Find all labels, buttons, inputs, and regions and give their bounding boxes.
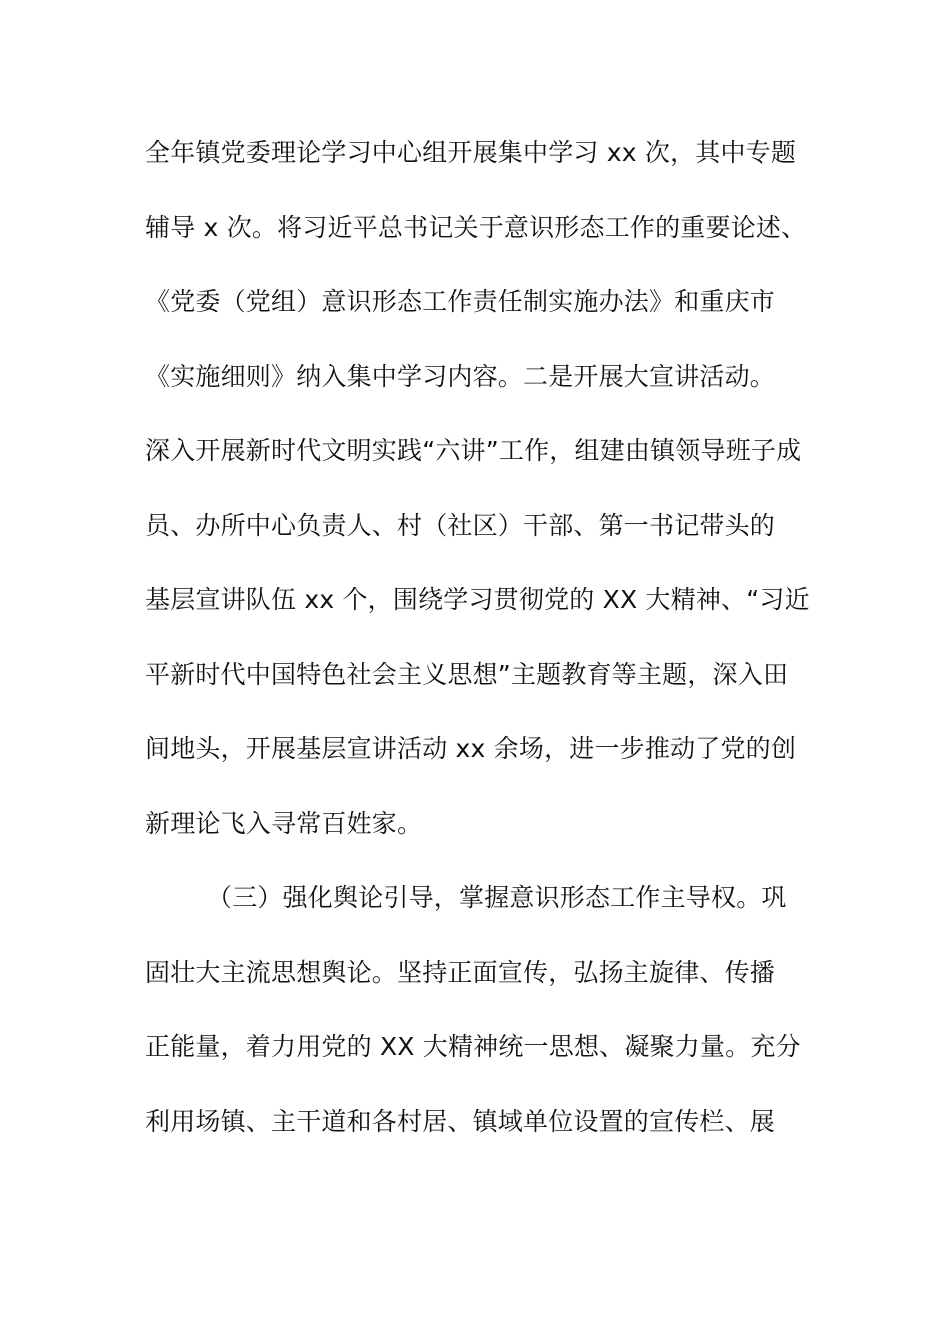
- text-line: 深入开展新时代文明实践“六讲”工作，组建由镇领导班子成: [145, 436, 802, 465]
- text-line: 新理论飞入寻常百姓家。: [145, 808, 423, 838]
- text-line: 利用场镇、主干道和各村居、镇域单位设置的宣传栏、展: [145, 1106, 776, 1136]
- text-line: 辅导 x 次。将习近平总书记关于意识形态工作的重要论述、: [145, 212, 807, 242]
- text-line: 员、办所中心负责人、村（社区）干部、第一书记带头的: [145, 510, 776, 540]
- text-line: 平新时代中国特色社会主义思想”主题教育等主题，深入田: [145, 659, 789, 689]
- text-line: 《实施细则》纳入集中学习内容。二是开展大宣讲活动。: [145, 361, 776, 391]
- document-body: [145, 130, 825, 1173]
- section-heading-line: （三）强化舆论引导，掌握意识形态工作主导权。巩: [207, 883, 787, 912]
- text-line: 全年镇党委理论学习中心组开展集中学习 xx 次，其中专题: [145, 138, 797, 167]
- text-line: 固壮大主流思想舆论。坚持正面宣传，弘扬主旋律、传播: [145, 957, 776, 987]
- text-line: 正能量，着力用党的 XX 大精神统一思想、凝聚力量。充分: [145, 1032, 801, 1061]
- text-line: 间地头，开展基层宣讲活动 xx 余场，进一步推动了党的创: [145, 734, 797, 763]
- text-line: 基层宣讲队伍 xx 个，围绕学习贯彻党的 XX 大精神、“习近: [145, 585, 810, 614]
- text-line: 《党委（党组）意识形态工作责任制实施办法》和重庆市: [145, 287, 776, 316]
